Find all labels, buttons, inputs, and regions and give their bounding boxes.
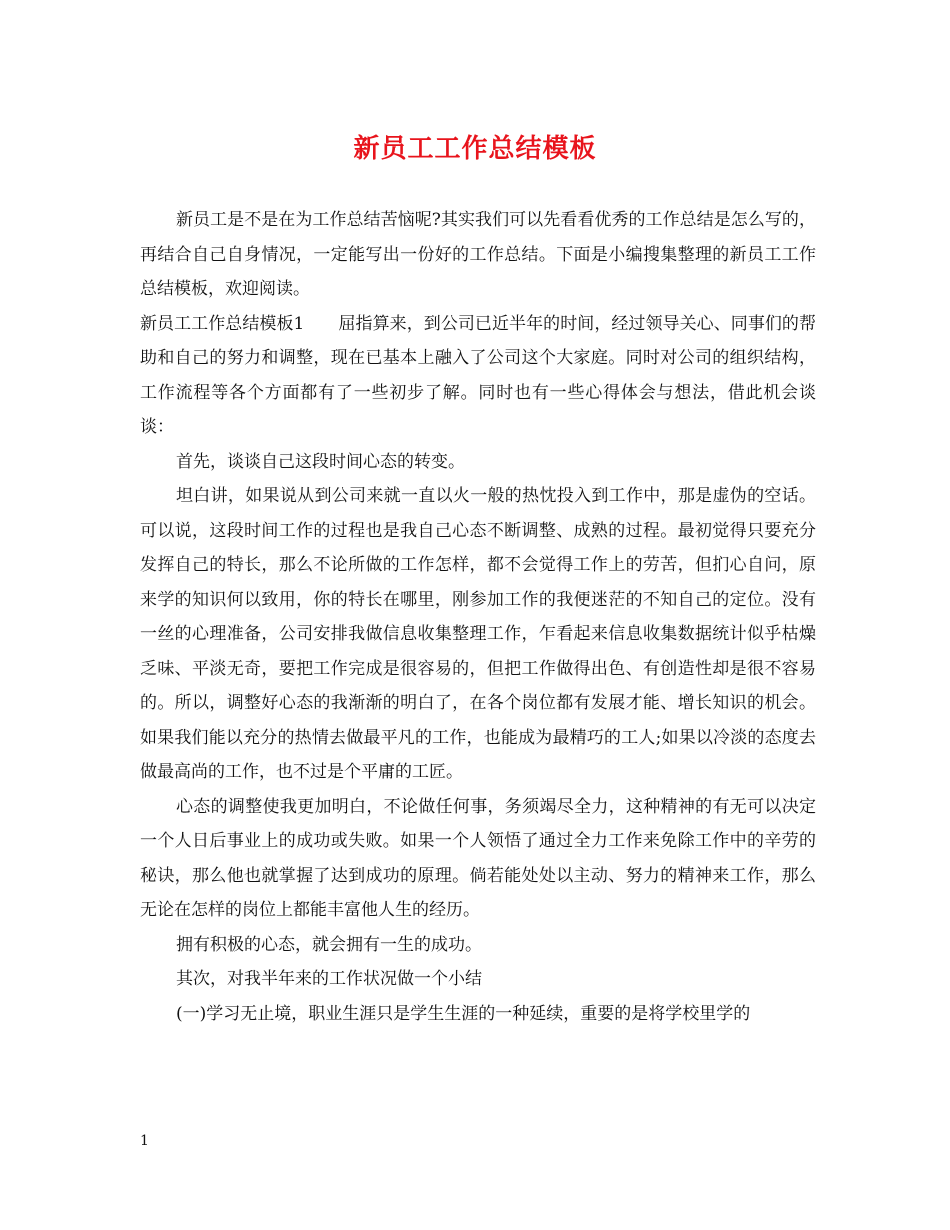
paragraph-intro: 新员工是不是在为工作总结苦恼呢?其实我们可以先看看优秀的工作总结是怎么写的，再结合自己自身情况，一定能写出一份好的工作总结。下面是小编搜集整理的新员工工作总结模板，欢迎阅读。 [140,210,816,299]
page-title: 新员工工作总结模板 [353,134,597,164]
paragraph-first-point: 首先，谈谈自己这段时间心态的转变。 [176,451,465,472]
paragraph-template-heading: 新员工工作总结模板1 屈指算来，到公司已近半年的时间，经过领导关心、同事们的帮助和自己的努力和调整，现在已基本上融入了公司这个大家庭。同时对公司的组织结构，工作流程等各个方面都有了一些初步了解。同时也有一些心得体会与想法，借此机会谈谈： [140,313,816,437]
paragraph-mindset: 坦白讲，如果说从到公司来就一直以火一般的热忱投入到工作中，那是虚伪的空话。可以说，这段时间工作的过程也是我自己心态不断调整、成熟的过程。最初觉得只要充分发挥自己的特长，那么不论所做的工作怎样，都不会觉得工作上的劳苦，但扪心自问，原来学的知识何以致用，你的特长在哪里，刚参加工作的我便迷茫的不知自己的定位。没有一丝的心理准备，公司安排我做信息收集整理工作，乍看起来信息收集数据统计似乎枯燥乏味、平淡无奇，要把工作完成是很容易的，但把工作做得出色、有创造性却是很不容易的。所以，调整好心态的我渐渐的明白了，在各个岗位都有发展才能、增长知识的机会。如果我们能以充分的热情去做最平凡的工作，也能成为最精巧的工人;如果以冷淡的态度去做最高尚的工作，也不过是个平庸的工匠。 [140,486,816,782]
document-body [140,203,816,1031]
paragraph-adjustment: 心态的调整使我更加明白，不论做任何事，务须竭尽全力，这种精神的有无可以决定一个人日后事业上的成功或失败。如果一个人领悟了通过全力工作来免除工作中的辛劳的秘诀，那么他也就掌握了达到成功的原理。倘若能处处以主动、努力的精神来工作，那么无论在怎样的岗位上都能丰富他人生的经历。 [140,796,816,920]
paragraph-second-point: 其次，对我半年来的工作状况做一个小结 [176,969,482,989]
page-number: 1 [140,1133,149,1149]
paragraph-learning: (一)学习无止境，职业生涯只是学生生涯的一种延续，重要的是将学校里学的 [176,1003,751,1024]
paragraph-positive-attitude: 拥有积极的心态，就会拥有一生的成功。 [176,934,482,955]
